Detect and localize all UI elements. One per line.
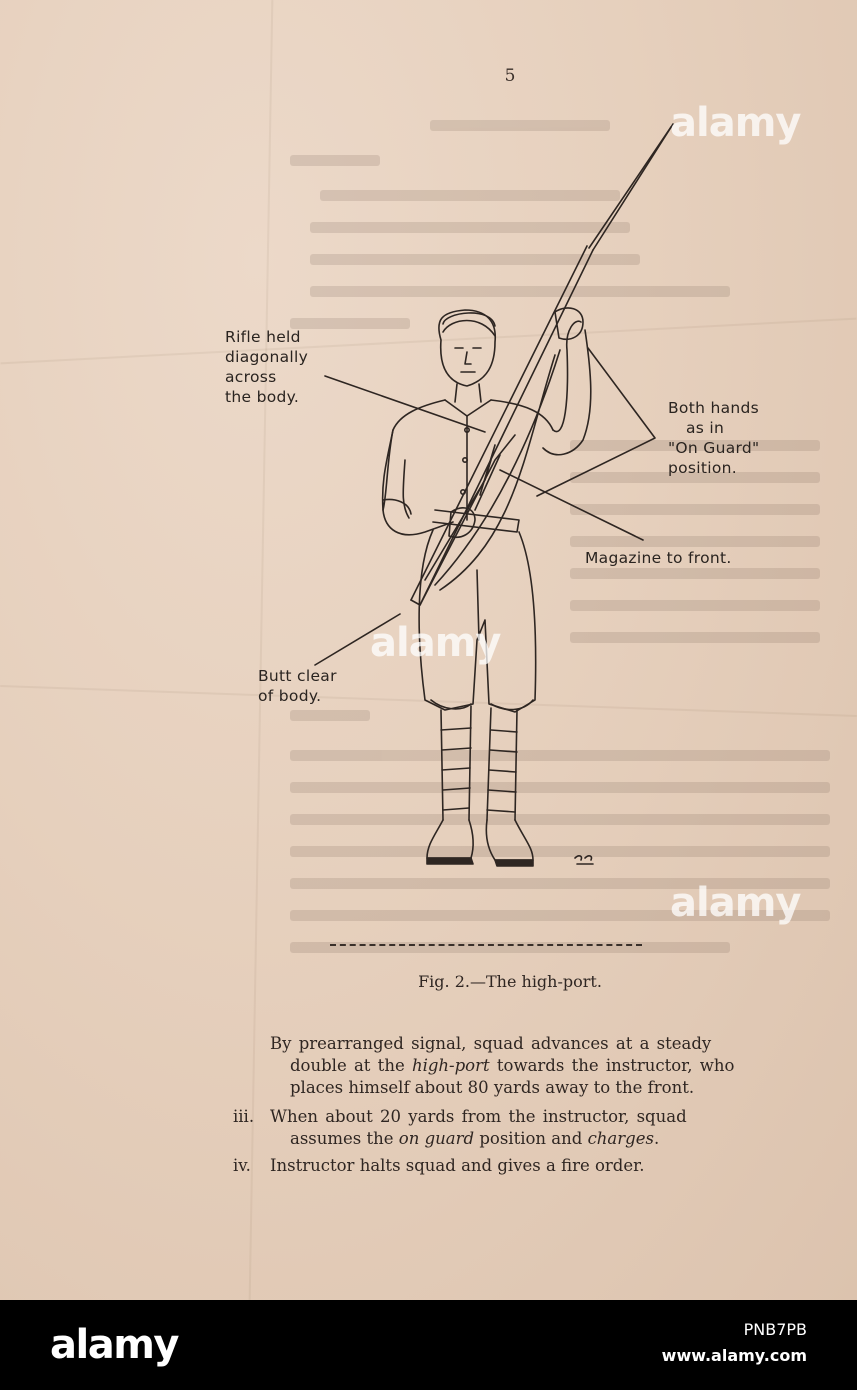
- left-hand: [555, 308, 583, 339]
- high-port-illustration: [195, 100, 835, 890]
- watermark-middle: alamy: [370, 620, 501, 666]
- image-code: PNB7PB: [743, 1320, 807, 1339]
- watermark-bottom: alamy: [670, 880, 801, 926]
- right-boot: [486, 820, 533, 860]
- leader-magazine: [500, 470, 643, 540]
- callout-rifle: Rifle held diagonally across the body.: [225, 328, 309, 406]
- left-boot: [427, 820, 473, 858]
- alamy-logo: alamy: [50, 1322, 178, 1368]
- para-iii-line-1: When about 20 yards from the instructor, squad: [270, 1107, 687, 1126]
- rifle-barrel: [420, 250, 593, 605]
- site-url[interactable]: www.alamy.com: [661, 1346, 807, 1365]
- collar: [445, 400, 491, 416]
- head: [439, 310, 495, 386]
- page-number: 5: [504, 66, 516, 86]
- watermark-top: alamy: [670, 100, 801, 146]
- footer-bar: [0, 1300, 857, 1390]
- para-iv-line-1: Instructor halts squad and gives a fire order.: [270, 1156, 645, 1175]
- callout-butt: Butt clear of body.: [258, 667, 337, 705]
- puttees: [441, 706, 517, 820]
- rifle-sling: [435, 350, 560, 590]
- para-iii-number: iii.: [233, 1107, 255, 1126]
- figure-divider: [330, 944, 642, 946]
- para-iv-number: iv.: [233, 1156, 251, 1175]
- left-arm: [553, 321, 581, 431]
- shirt: [383, 400, 553, 510]
- callout-hands: Both hands as in "On Guard" position.: [668, 399, 760, 477]
- para-ii-line-2: double at the high-port towards the instructor, who: [290, 1056, 735, 1075]
- callout-magazine: Magazine to front.: [585, 549, 732, 567]
- figure-caption: Fig. 2.—The high-port.: [418, 972, 602, 991]
- para-ii-line-1: By prearranged signal, squad advances at a steady: [270, 1034, 712, 1053]
- para-ii-line-3: places himself about 80 yards away to the front.: [290, 1078, 695, 1097]
- leader-hands: [537, 348, 655, 496]
- para-iii-line-2: assumes the on guard position and charges.: [290, 1129, 660, 1148]
- right-arm: [383, 430, 453, 535]
